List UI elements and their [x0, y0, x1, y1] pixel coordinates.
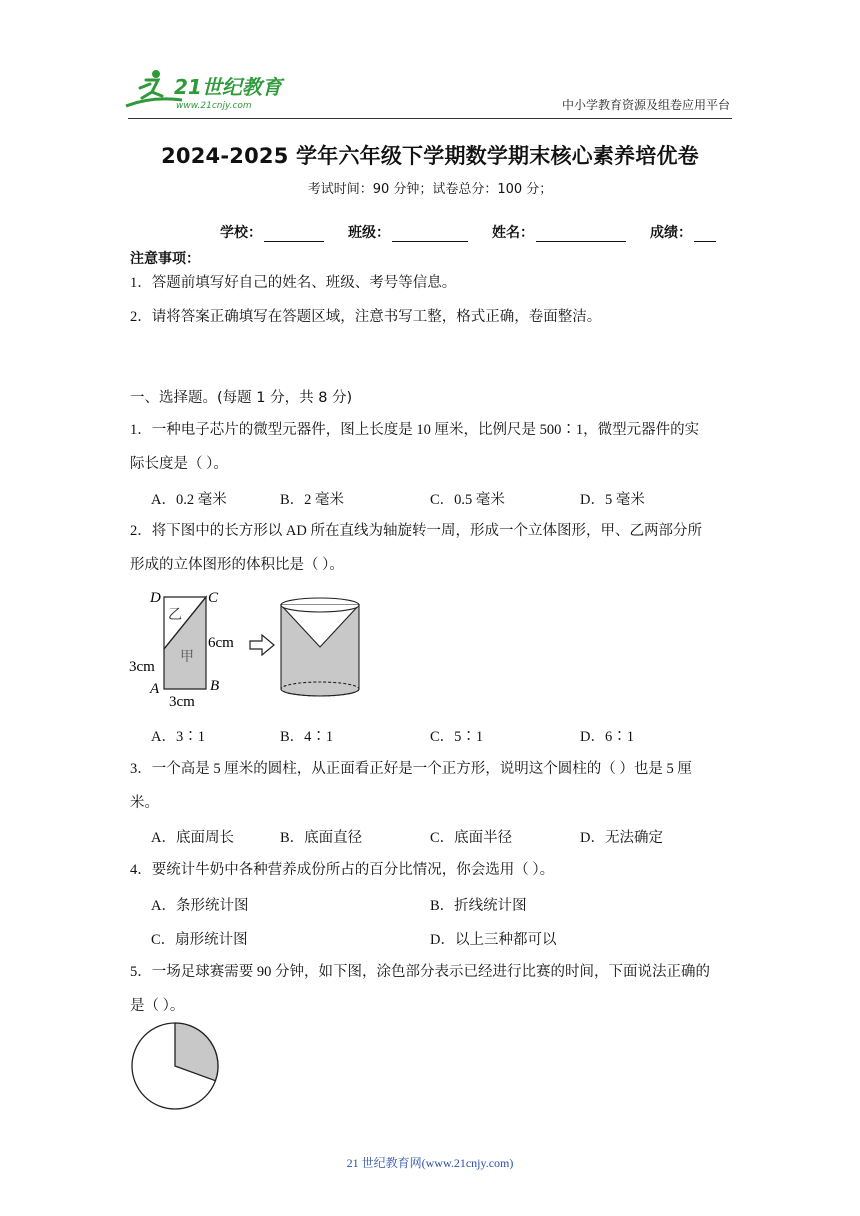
q5-text-line1: 5．一场足球赛需要 90 分钟，如下图，涂色部分表示已经进行比赛的时间，下面说法正确的 [130, 964, 710, 980]
label-a: A [150, 681, 160, 697]
q4-option-a[interactable]: A．条形统计图 [151, 898, 249, 914]
q3-text-line2: 米。 [130, 795, 159, 811]
class-field[interactable]: 班级： [348, 222, 468, 242]
q4-option-d[interactable]: D．以上三种都可以 [430, 932, 557, 948]
q1-text-line2: 际长度是（ ）。 [130, 456, 228, 472]
notice-item: 1．答题前填写好自己的姓名、班级、考号等信息。 [130, 275, 457, 291]
page-footer[interactable]: 21 世纪教育网(www.21cnjy.com) [346, 1156, 514, 1170]
school-blank[interactable] [264, 227, 324, 242]
label-side-right: 6cm [208, 635, 234, 651]
class-blank[interactable] [392, 227, 468, 242]
header-divider [128, 118, 732, 119]
site-logo [122, 66, 292, 114]
q2-option-a[interactable]: A．3∶1 [151, 729, 205, 745]
q3-option-d[interactable]: D．无法确定 [580, 830, 663, 846]
section-heading: 一、选择题。(每题 1 分，共 8 分) [130, 390, 353, 406]
cylinder-solid [281, 598, 359, 696]
q4-option-b[interactable]: B．折线统计图 [430, 898, 527, 914]
label-yi: 乙 [168, 607, 182, 623]
arrow-icon [250, 635, 274, 655]
q1-option-b[interactable]: B．2 毫米 [280, 492, 345, 508]
q3-text-line1: 3．一个高是 5 厘米的圆柱，从正面看正好是一个正方形，说明这个圆柱的（ ）也是 5 厘 [130, 761, 692, 777]
name-field[interactable]: 姓名： [492, 222, 626, 242]
student-info-row [220, 222, 740, 242]
label-bottom: 3cm [169, 694, 195, 710]
q5-clock-pie [128, 1018, 224, 1114]
score-blank[interactable] [694, 227, 716, 242]
q2-figure [126, 585, 366, 710]
q5-text-line2: 是（ ）。 [130, 998, 185, 1014]
q1-option-c[interactable]: C．0.5 毫米 [430, 492, 505, 508]
q2-option-d[interactable]: D．6∶1 [580, 729, 634, 745]
q4-text-line1: 4．要统计牛奶中各种营养成份所占的百分比情况，你会选用（ ）。 [130, 862, 555, 878]
q2-option-b[interactable]: B．4∶1 [280, 729, 334, 745]
q2-text-line1: 2．将下图中的长方形以 AD 所在直线为轴旋转一周，形成一个立体图形，甲、乙两部分所 [130, 523, 702, 539]
q3-option-b[interactable]: B．底面直径 [280, 830, 363, 846]
school-field[interactable]: 学校： [220, 222, 324, 242]
name-blank[interactable] [536, 227, 626, 242]
logo-graphic [122, 66, 292, 114]
q2-option-c[interactable]: C．5∶1 [430, 729, 484, 745]
exam-subtitle: 考试时间：90 分钟；试卷总分：100 分； [307, 182, 553, 197]
label-side-left: 3cm [129, 659, 155, 675]
score-field[interactable]: 成绩： [650, 222, 716, 242]
logo-text: 21世纪教育 [174, 75, 282, 99]
q1-option-a[interactable]: A．0.2 毫米 [151, 492, 227, 508]
notice-item: 2．请将答案正确填写在答题区域，注意书写工整，格式正确，卷面整洁。 [130, 309, 602, 325]
label-jia: 甲 [180, 649, 194, 665]
site-tagline: 中小学教育资源及组卷应用平台 [561, 98, 730, 112]
q3-option-a[interactable]: A．底面周长 [151, 830, 234, 846]
label-c: C [208, 590, 219, 606]
q1-text-line1: 1．一种电子芯片的微型元器件，图上长度是 10 厘米，比例尺是 500∶1，微型元器件的实 [130, 422, 700, 438]
logo-url: www.21cnjy.com [176, 101, 252, 111]
exam-title: 2024-2025 学年六年级下学期数学期末核心素养培优卷 [161, 144, 699, 168]
q2-text-line2: 形成的立体图形的体积比是（ ）。 [130, 557, 344, 573]
label-d: D [150, 590, 161, 606]
notice-heading: 注意事项： [130, 251, 200, 267]
label-b: B [210, 678, 220, 694]
q3-option-c[interactable]: C．底面半径 [430, 830, 513, 846]
q1-option-d[interactable]: D．5 毫米 [580, 492, 645, 508]
q4-option-c[interactable]: C．扇形统计图 [151, 932, 248, 948]
